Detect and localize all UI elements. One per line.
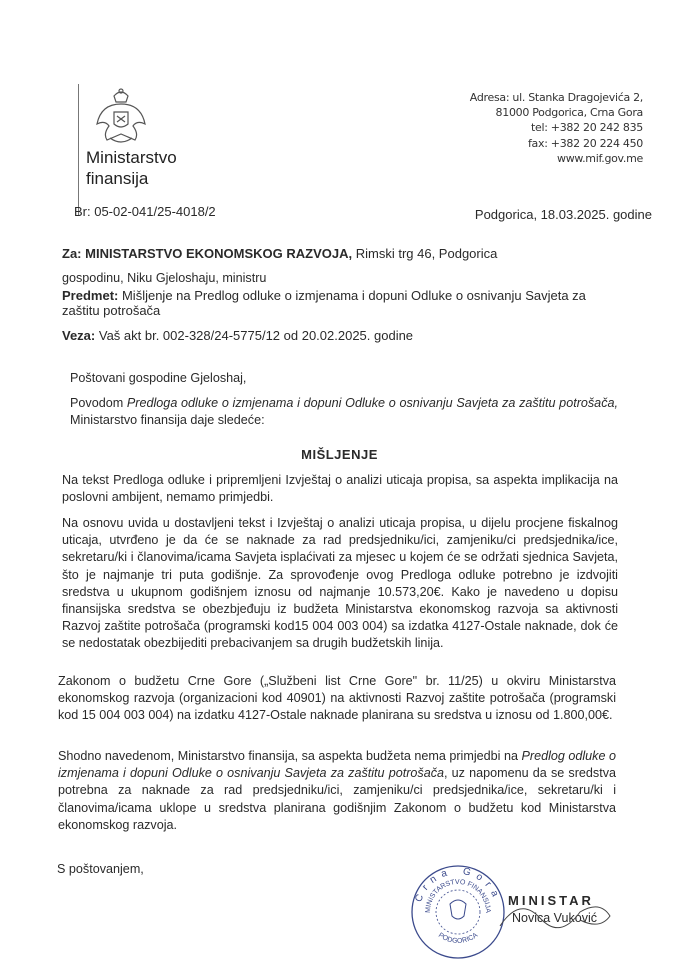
closing-text-end: , uz napomenu da se sredstva potrebna za naknade za rad predsjedniku/ici, zamjeniku/ci predsjednika/ice, sekretaru/ki i članovima/icama uklope u sredstva planirana godišnjim Zakonom o budžetu kod Ministarstva ekonomskog razvoja.	[58, 766, 617, 832]
signature-icon	[490, 896, 630, 936]
paragraph-2: Na osnovu uvida u dostavljeni tekst i Izvještaj o analizi uticaja propisa, u dijelu procjene fiskalnog uticaja, utvrđeno je da će se naknade za rad predsjedniku/ici, zamjeniku/ci predsjednika/ice, sekretaru/ki i članovima/icama Savjeta isplaćivati za mjesec u kojem će se održati sjednica Savjeta, što je najmanje tri puta godišnje. Za sprovođenje ovog Predloga odluke potrebno je izdvojiti sredstva u ukupnom godišnjem iznosu od najmanje 10.573,20€. Kako je navedeno u dopisu finansijska sredstva se obezbjeđuju iz budžeta Ministarstva ekonomskog razvoja sa aktivnosti Razvoj zaštite potrošača (programski kod15 004 003 004) sa izdatka 4127-Ostale naknade, dok će se nedostatak obezbijediti prebacivanjem sa drugih budžetskih linija.	[62, 516, 618, 651]
recipient-address: Rimski trg 46, Podgorica	[352, 246, 498, 261]
letterhead-rule	[78, 84, 79, 216]
signatory-name: Novica Vuković	[512, 911, 597, 925]
stamp-outer-text: Crna Gora	[413, 865, 503, 904]
recipient-person: gospodinu, Niku Gjeloshaju, ministru	[62, 271, 267, 285]
subject-label: Predmet:	[62, 288, 119, 303]
subject-line	[62, 288, 622, 318]
coat-of-arms-icon	[90, 86, 152, 148]
address-line: Adresa: ul. Stanka Dragojevića 2,	[469, 91, 643, 104]
fax: fax: +382 20 224 450	[527, 136, 643, 150]
website-link[interactable]: www.mif.gov.me	[557, 151, 643, 165]
intro-paragraph	[70, 395, 618, 429]
reference-number: Br: 05-02-041/25-4018/2	[74, 204, 216, 219]
reference-text: Vaš akt br. 002-328/24-5775/12 od 20.02.2025. godine	[95, 328, 414, 343]
paragraph-1: Na tekst Predloga odluke i pripremljeni Izvještaj o analizi uticaja propisa, sa aspekta implikacija na poslovni ambijent, nemamo primjedbi.	[62, 473, 618, 505]
place-date: Podgorica, 18.03.2025. godine	[474, 207, 652, 222]
closing-paragraph	[58, 748, 616, 834]
closing-text: Shodno navedenom, Ministarstvo finansija, sa aspekta budžeta nema primjedbi na	[58, 749, 522, 763]
opinion-heading: MIŠLJENJE	[301, 447, 378, 462]
closing-italic: Predlog odluke o izmjenama i dopuni Odluke o osnivanju Savjeta za zaštitu potrošača	[58, 749, 616, 781]
svg-text:PODGORICA	[437, 932, 479, 945]
phone: tel: +382 20 242 835	[530, 121, 643, 135]
recipient-line	[62, 246, 497, 261]
recipient-label: Za:	[62, 246, 82, 261]
stamp-inner-text: MINISTARSTVO FINANSIJA	[424, 878, 492, 914]
recipient-org: MINISTARSTVO EKONOMSKOG RAZVOJA,	[85, 246, 353, 261]
stamp-city: PODGORICA	[436, 931, 480, 945]
org-name-line2: finansija	[86, 169, 149, 188]
intro-text: Povodom	[70, 396, 127, 410]
paragraph-3: Zakonom o budžetu Crne Gore („Službeni list Crne Gore" br. 11/25) u okviru Ministarstva ekonomskog razvoja (organizacioni kod 40901) na aktivnosti Razvoj zaštite potrošača (programski kod 15 004 003 004) na izdatku 4127-Ostale naknade planirana su sredstva u iznosu od 1.800,00€.	[58, 674, 616, 723]
intro-text-end: Ministarstvo finansija daje sledeće:	[70, 413, 265, 428]
subject-text: Mišljenje na Predlog odluke o izmjenama i dopuni Odluke o osnivanju Savjeta za zaštitu potrošača	[62, 288, 586, 318]
salutation: Poštovani gospodine Gjeloshaj,	[70, 371, 247, 385]
signatory-title: MINISTAR	[508, 893, 594, 908]
org-name-line1: Ministarstvo	[86, 148, 177, 167]
sign-off: S poštovanjem,	[57, 862, 144, 876]
intro-italic: Predloga odluke o izmjenama i dopuni Odluke o osnivanju Savjeta za zaštitu potrošača,	[126, 396, 618, 410]
address-line: 81000 Podgorica, Crna Gora	[495, 106, 643, 120]
reference-label: Veza:	[62, 328, 96, 343]
address-block	[470, 90, 643, 166]
reference-line	[62, 328, 413, 343]
